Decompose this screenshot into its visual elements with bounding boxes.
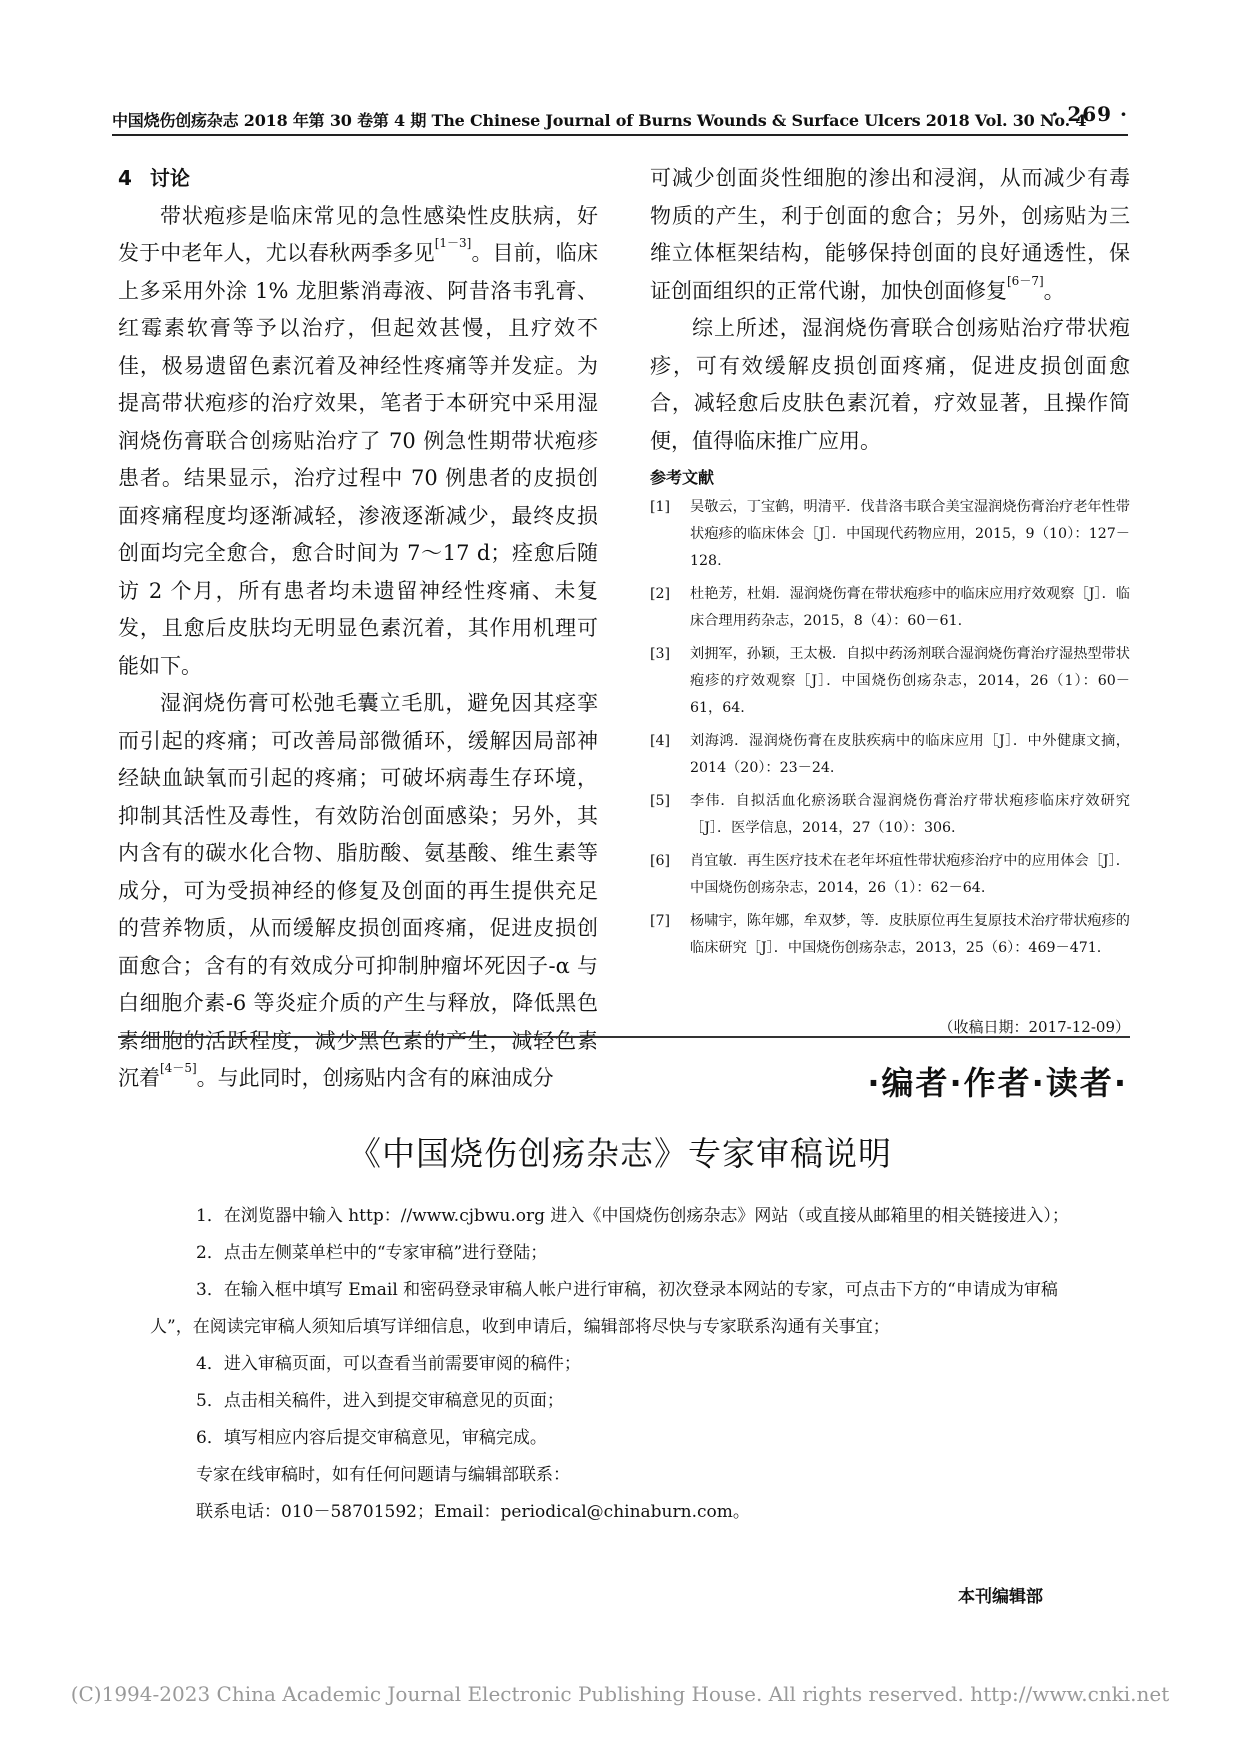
left-column [118,160,598,1098]
reference-text: 刘拥军，孙颖，王太极．自拟中药汤剂联合湿润烧伤膏治疗湿热型带状疱疹的疗效观察［J］．中国烧伤创疡杂志，2014，26（1）：60－61，64. [690,646,1130,716]
column-rubric: ·编者·作者·读者· [867,1064,1128,1102]
citation-4-5: [4－5] [160,1061,197,1075]
right-column [650,160,1130,1040]
notice-step: 6．填写相应内容后提交审稿意见，审稿完成。 [196,1428,547,1448]
reference-number: [2] [650,586,671,602]
contact-info: 联系电话：010－58701592；Email：periodical@chinaburn.com。 [196,1502,750,1522]
reference-item [650,581,1130,635]
reference-text: 杜艳芳，杜娟．湿润烧伤膏在带状疱疹中的临床应用疗效观察［J］．临床合理用药杂志，2015，8（4）：60－61. [690,586,1130,629]
notice-step: 4．进入审稿页面，可以查看当前需要审阅的稿件； [196,1354,581,1374]
reference-text: 吴敬云，丁宝鹤，明清平．伐昔洛韦联合美宝湿润烧伤膏治疗老年性带状疱疹的临床体会［J］．中国现代药物应用，2015，9（10）：127－128. [690,499,1130,569]
reference-item [650,641,1130,722]
paragraph-1-text-cont: 。目前，临床上多采用外涂 1% 龙胆紫消毒液、阿昔洛韦乳膏、红霉素软膏等予以治疗，但起效甚慢，且疗效不佳，极易遗留色素沉着及神经性疼痛等并发症。为提高带状疱疹的治疗效果，笔者于本研究中采用湿润烧伤膏联合创疡贴治疗了 70 例急性期带状疱疹患者。结果显示，治疗过程中 70 例患者的皮损创面疼痛程度均逐渐减轻，渗液逐渐减少，最终皮损创面均完全愈合，愈合时间为 7～17 d；痊愈后随访 2 个月，所有患者均未遗留神经性疼痛、未复发，且愈后皮肤均无明显色素沉着，其作用机理可能如下。 [118,241,599,678]
reference-item [650,728,1130,782]
section-heading [118,160,598,198]
reference-text: 李伟．自拟活血化瘀汤联合湿润烧伤膏治疗带状疱疹临床疗效研究［J］．医学信息，2014，27（10）：306. [690,793,1130,836]
reference-text: 杨啸宇，陈年娜，牟双梦，等．皮肤原位再生复原技术治疗带状疱疹的临床研究［J］．中国烧伤创疡杂志，2013，25（6）：469－471. [690,913,1130,956]
paragraph-2-text-cont: 。与此同时，创疡贴内含有的麻油成分 [196,1066,554,1090]
notice-step: 3．在输入框中填写 Email 和密码登录审稿人帐户进行审稿，初次登录本网站的专家，可点击下方的“申请成为审稿人”，在阅读完审稿人须知后填写详细信息，收到申请后，编辑部将尽快与专家联系沟通有关事宜； [150,1280,1058,1337]
paragraph-1-text: 带状疱疹是临床常见的急性感染性皮肤病，好发于中老年人，尤以春秋两季多见 [118,203,598,265]
paragraph-3-text: 可减少创面炎性细胞的渗出和浸润，从而减少有毒物质的产生，利于创面的愈合；另外，创疡贴为三维立体框架结构，能够保持创面的良好通透性，保证创面组织的正常代谢，加快创面修复 [650,166,1130,303]
section-number: 4 [118,166,132,190]
notice-body [150,1198,1100,1531]
editorial-signature: 本刊编辑部 [958,1587,1043,1607]
reference-item [650,494,1130,575]
section-divider [118,1036,1130,1038]
reference-item [650,788,1130,842]
paragraph-1 [118,198,598,686]
reference-number: [1] [650,499,671,515]
reference-number: [7] [650,913,671,929]
citation-6-7: [6－7] [1007,273,1044,288]
reference-number: [5] [650,793,671,809]
citation-1-3: [1－3] [434,236,472,250]
copyright-watermark: (C)1994-2023 China Academic Journal Electronic Publishing House. All rights reserved. http://www.cnki.net [70,1682,1170,1706]
reference-item [650,908,1130,962]
contact-intro: 专家在线审稿时，如有任何问题请与编辑部联系： [196,1465,570,1485]
section-title: 讨论 [149,166,190,190]
notice-step: 5．点击相关稿件，进入到提交审稿意见的页面； [196,1391,564,1411]
paragraph-4: 综上所述，湿润烧伤膏联合创疡贴治疗带状疱疹，可有效缓解皮损创面疼痛，促进皮损创面愈合，减轻愈后皮肤色素沉着，疗效显著，且操作简便，值得临床推广应用。 [650,316,1130,453]
reference-number: [6] [650,853,671,869]
page-number: · 269 · [1051,102,1128,126]
paragraph-3 [650,160,1130,310]
journal-citation: 中国烧伤创疡杂志 2018 年第 30 卷第 4 期 The Chinese Journal of Burns Wounds & Surface Ulcers 2018 Vol. 30 No. 4 [112,111,1087,130]
reference-text: 刘海鸿．湿润烧伤膏在皮肤疾病中的临床应用［J］．中外健康文摘，2014（20）：23－24. [690,733,1130,776]
notice-step: 2．点击左侧菜单栏中的“专家审稿”进行登陆； [196,1243,548,1263]
running-header [112,102,1128,136]
notice-step: 1．在浏览器中输入 http：//www.cjbwu.org 进入《中国烧伤创疡杂志》网站（或直接从邮箱里的相关链接进入）； [196,1206,1069,1226]
reference-item [650,848,1130,902]
notice-title: 《中国烧伤创疡杂志》专家审稿说明 [348,1134,892,1173]
reference-number: [4] [650,733,671,749]
paragraph-2-text: 湿润烧伤膏可松弛毛囊立毛肌，避免因其痉挛而引起的疼痛；可改善局部微循环，缓解因局部神经缺血缺氧而引起的疼痛；可破坏病毒生存环境，抑制其活性及毒性，有效防治创面感染；另外，其内含有的碳水化合物、脂肪酸、氨基酸、维生素等成分，可为受损神经的修复及创面的再生提供充足的营养物质，从而缓解皮损创面疼痛，促进皮损创面愈合；含有的有效成分可抑制肿瘤坏死因子-α 与白细胞介素-6 等炎症介质的产生与释放，降低黑色素细胞的活跃程度，减少黑色素的产生，减轻色素沉着 [118,691,598,1090]
paragraph-3-text-cont: 。 [1043,278,1065,303]
reference-number: [3] [650,646,671,662]
reference-list [650,494,1130,962]
references-heading: 参考文献 [650,468,715,487]
reference-text: 肖宜敏．再生医疗技术在老年坏疽性带状疱疹治疗中的应用体会［J］．中国烧伤创疡杂志，2014，26（1）：62－64. [690,853,1130,896]
received-date: （收稿日期：2017-12-09） [938,1017,1130,1036]
